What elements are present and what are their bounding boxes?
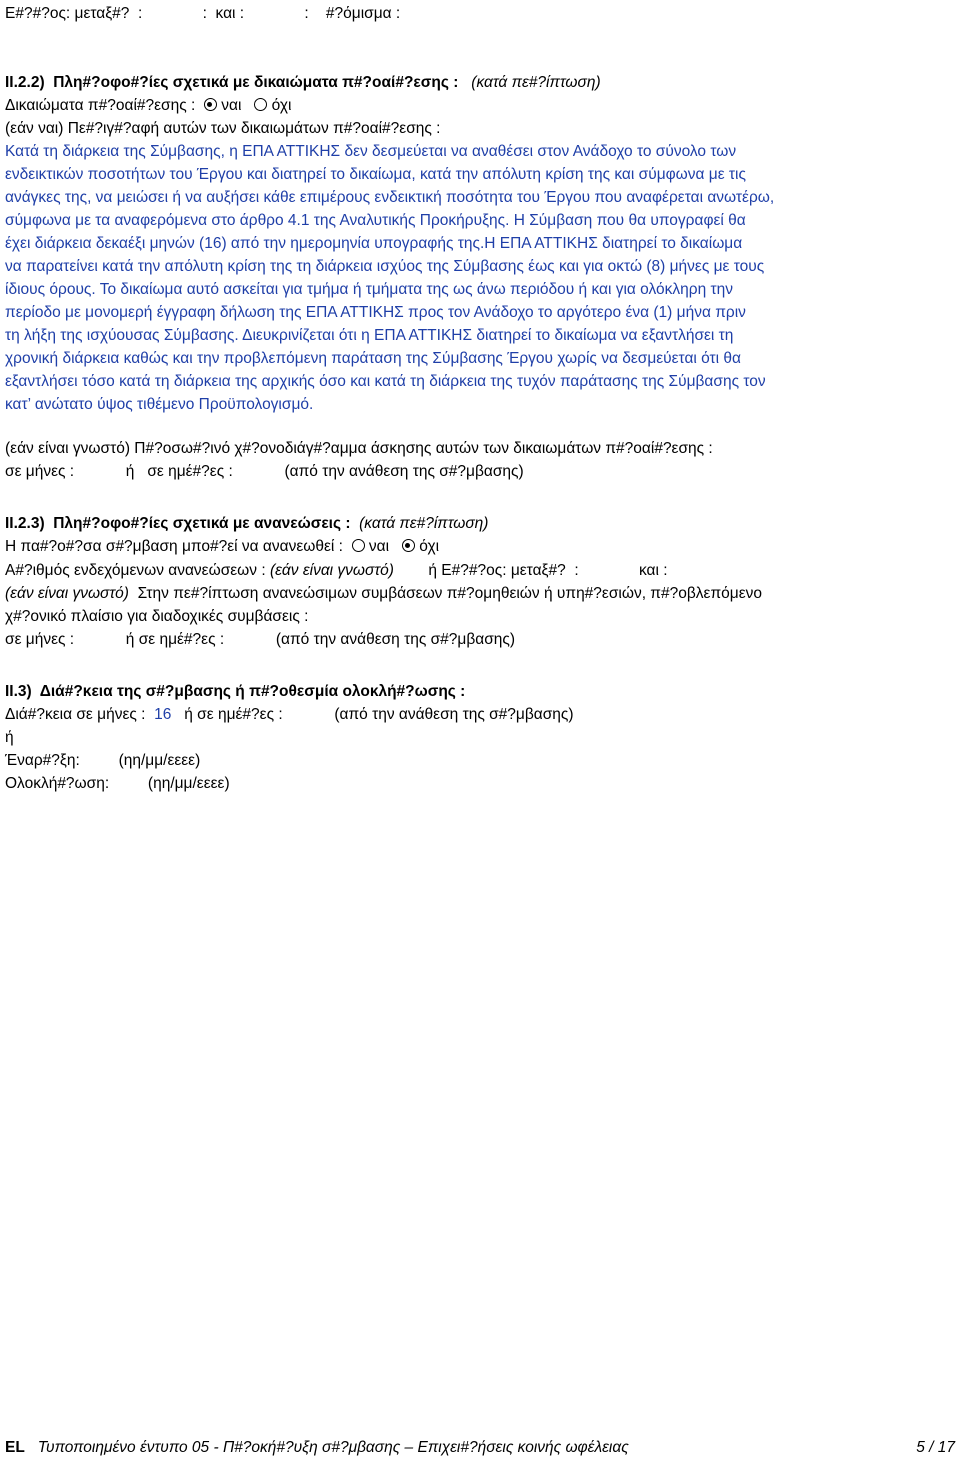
options-radio-row — [5, 94, 291, 117]
options-para-line: ανάγκες της, να μειώσει ή να αυξήσει κάθε επιμέρους ενδεικτική ποσότητα του Έργου που αναφέρεται ανωτέρω, — [5, 189, 775, 206]
options-para-line: σύμφωνα με τα αναφερόμενα στο άρθρο 4.1 της Αναλυτικής Προκήρυξης. Η Σύμβαση που θα υπογραφεί θα — [5, 212, 746, 229]
renewal-label: Η πα#?ο#?σα σ#?μβαση μπο#?εί να ανανεωθεί : — [5, 538, 343, 555]
duration-label: Διά#?κεια σε μήνες : — [5, 706, 146, 723]
renewal-yes-label: ναι — [368, 538, 390, 555]
duration-or: ή — [5, 729, 14, 746]
renewal-timeframe-row — [5, 628, 515, 651]
heading-text: ΙΙ.2.2) Πλη#?οφο#?ίες σχετικά με δικαιώματα π#?οαί#?εσης : — [5, 74, 459, 91]
options-para-line: ίδιους όρους. Το δικαίωμα αυτό ασκείται για τμήμα ή τμήματα της ως άνω περιόδου ή και για ολόκληρη την — [5, 281, 733, 298]
heading-note: (κατά πε#?ίπτωση) — [359, 515, 489, 532]
page-footer — [5, 1436, 955, 1459]
start-row — [5, 749, 200, 772]
options-para-line: Κατά τη διάρκεια της Σύμβασης, η ΕΠΑ ΑΤΤΙΚΗΣ δεν δεσμεύεται να αναθέσει στον Ανάδοχο το σύνολο των — [5, 143, 737, 160]
months-label: σε μήνες : — [5, 463, 75, 480]
options-para-line: περίοδο με μονομερή έγγραφη δήλωση της ΕΠΑ ΑΤΤΙΚΗΣ προς τον Ανάδοχο το αργότερο ένα (1) μήνα πριν — [5, 304, 746, 321]
options-desc-label: (εάν ναι) Πε#?ιγ#?αφή αυτών των δικαιωμάτων π#?οαί#?εσης : — [5, 120, 441, 137]
end-format: (ηη/μμ/εεεε) — [147, 775, 230, 792]
period-line: Ε#?#?ος: μεταξ#? : : και : : #?όμισμα : — [5, 5, 401, 22]
end-label: Ολοκλή#?ωση: — [5, 775, 110, 792]
from-award-text: (από την ανάθεση της σ#?μβασης) — [334, 706, 574, 723]
renewal-count-note: (εάν είναι γνωστό) — [269, 562, 394, 579]
days-label: σε ημέ#?ες : — [147, 463, 233, 480]
renewal-planned-text: Στην πε#?ίπτωση ανανεώσιμων συμβάσεων π#?ομηθειών ή υπη#?εσιών, π#?οβλεπόμενο — [137, 585, 762, 602]
renewal-frame-label: χ#?ονικό πλαίσιο για διαδοχικές συμβάσεις : — [5, 608, 309, 625]
section-heading-renewals — [5, 512, 488, 535]
renewal-if-known: (εάν είναι γνωστό) — [5, 585, 129, 602]
renewal-range-label: ή Ε#?#?ος: μεταξ#? : — [428, 562, 579, 579]
options-para-line: εξαντλήσει τόσο κατά τη διάρκεια της αρχικής όσο και κατά τη διάρκεια της τυχόν παράτασης της Σύμβασης τον — [5, 373, 766, 390]
renewal-and-label: και : — [638, 562, 668, 579]
renewal-count-label: Α#?ιθμός ενδεχόμενων ανανεώσεων : — [5, 562, 266, 579]
footer-lang: EL — [5, 1439, 25, 1456]
options-no-label: όχι — [271, 97, 292, 114]
options-para-line: να παρατείνει κατά την απόλυτη κρίση της τη διάρκεια ισχύος της Σύμβασης έως και για οκτώ (8) μήνες με τους — [5, 258, 765, 275]
duration-row — [5, 703, 574, 726]
options-timeframe-row — [5, 460, 524, 483]
from-award-text: (από την ανάθεση της σ#?μβασης) — [284, 463, 524, 480]
footer-title: Τυποποιημένο έντυπο 05 - Π#?οκή#?υξη σ#?μβασης – Επιχει#?ήσεις κοινής ωφέλειας — [37, 1439, 629, 1456]
renewal-yes-radio[interactable] — [352, 539, 365, 552]
options-label: Δικαιώματα π#?οαί#?εσης : — [5, 97, 196, 114]
options-para-line: τη λήξη της ισχύουσας Σύμβασης. Διευκρινίζεται ότι η ΕΠΑ ΑΤΤΙΚΗΣ διατηρεί το δικαίωμα να εξαντλήσει τη — [5, 327, 734, 344]
end-row — [5, 772, 230, 795]
start-label: Έναρ#?ξη: — [5, 752, 80, 769]
renewal-radio-row — [5, 535, 439, 558]
section-heading-options — [5, 71, 601, 94]
or-text: ή — [125, 463, 135, 480]
footer-page-number: 5 / 17 — [916, 1439, 955, 1456]
duration-months-value: 16 — [154, 706, 172, 723]
heading-text: ΙΙ.2.3) Πλη#?οφο#?ίες σχετικά με ανανεώσεις : — [5, 515, 351, 532]
options-para-line: έχει διάρκεια δεκαέξι μηνών (16) από την ημερομηνία υπογραφής της.Η ΕΠΑ ΑΤΤΙΚΗΣ διατηρεί το δικαίωμα — [5, 235, 743, 252]
renewal-planned-row — [5, 582, 762, 605]
section-heading-duration: ΙΙ.3) Διά#?κεια της σ#?μβασης ή π#?οθεσμία ολοκλή#?ωσης : — [5, 683, 466, 700]
options-timeframe-label: (εάν είναι γνωστό) Π#?οσω#?ινό χ#?ονοδιάγ#?αμμα άσκησης αυτών των δικαιωμάτων π#?οαί#?εσης : — [5, 440, 713, 457]
from-award-text: (από την ανάθεση της σ#?μβασης) — [275, 631, 516, 648]
options-para-line: ενδεικτικών ποσοτήτων του Έργου και διατηρεί το δικαίωμα, κατά την απόλυτη κρίση της και σύμφωνα με τις — [5, 166, 746, 183]
start-format: (ηη/μμ/εεεε) — [118, 752, 201, 769]
heading-note: (κατά πε#?ίπτωση) — [471, 74, 601, 91]
renewal-no-radio[interactable] — [402, 539, 415, 552]
or-days-label: ή σε ημέ#?ες : — [184, 706, 283, 723]
months-label: σε μήνες : — [5, 631, 75, 648]
options-no-radio[interactable] — [254, 98, 267, 111]
or-days-label: ή σε ημέ#?ες : — [125, 631, 225, 648]
options-para-line: χρονική διάρκεια καθώς και την προβλεπόμενη παράταση της Σύμβασης Έργου χωρίς να δεσμεύεται ότι θα — [5, 350, 742, 367]
options-para-line: κατ’ ανώτατο ύψος τιθέμενο Προϋπολογισμό. — [5, 396, 314, 413]
renewal-count-row — [5, 559, 668, 582]
options-yes-label: ναι — [221, 97, 242, 114]
renewal-no-label: όχι — [419, 538, 440, 555]
options-yes-radio[interactable] — [204, 98, 217, 111]
